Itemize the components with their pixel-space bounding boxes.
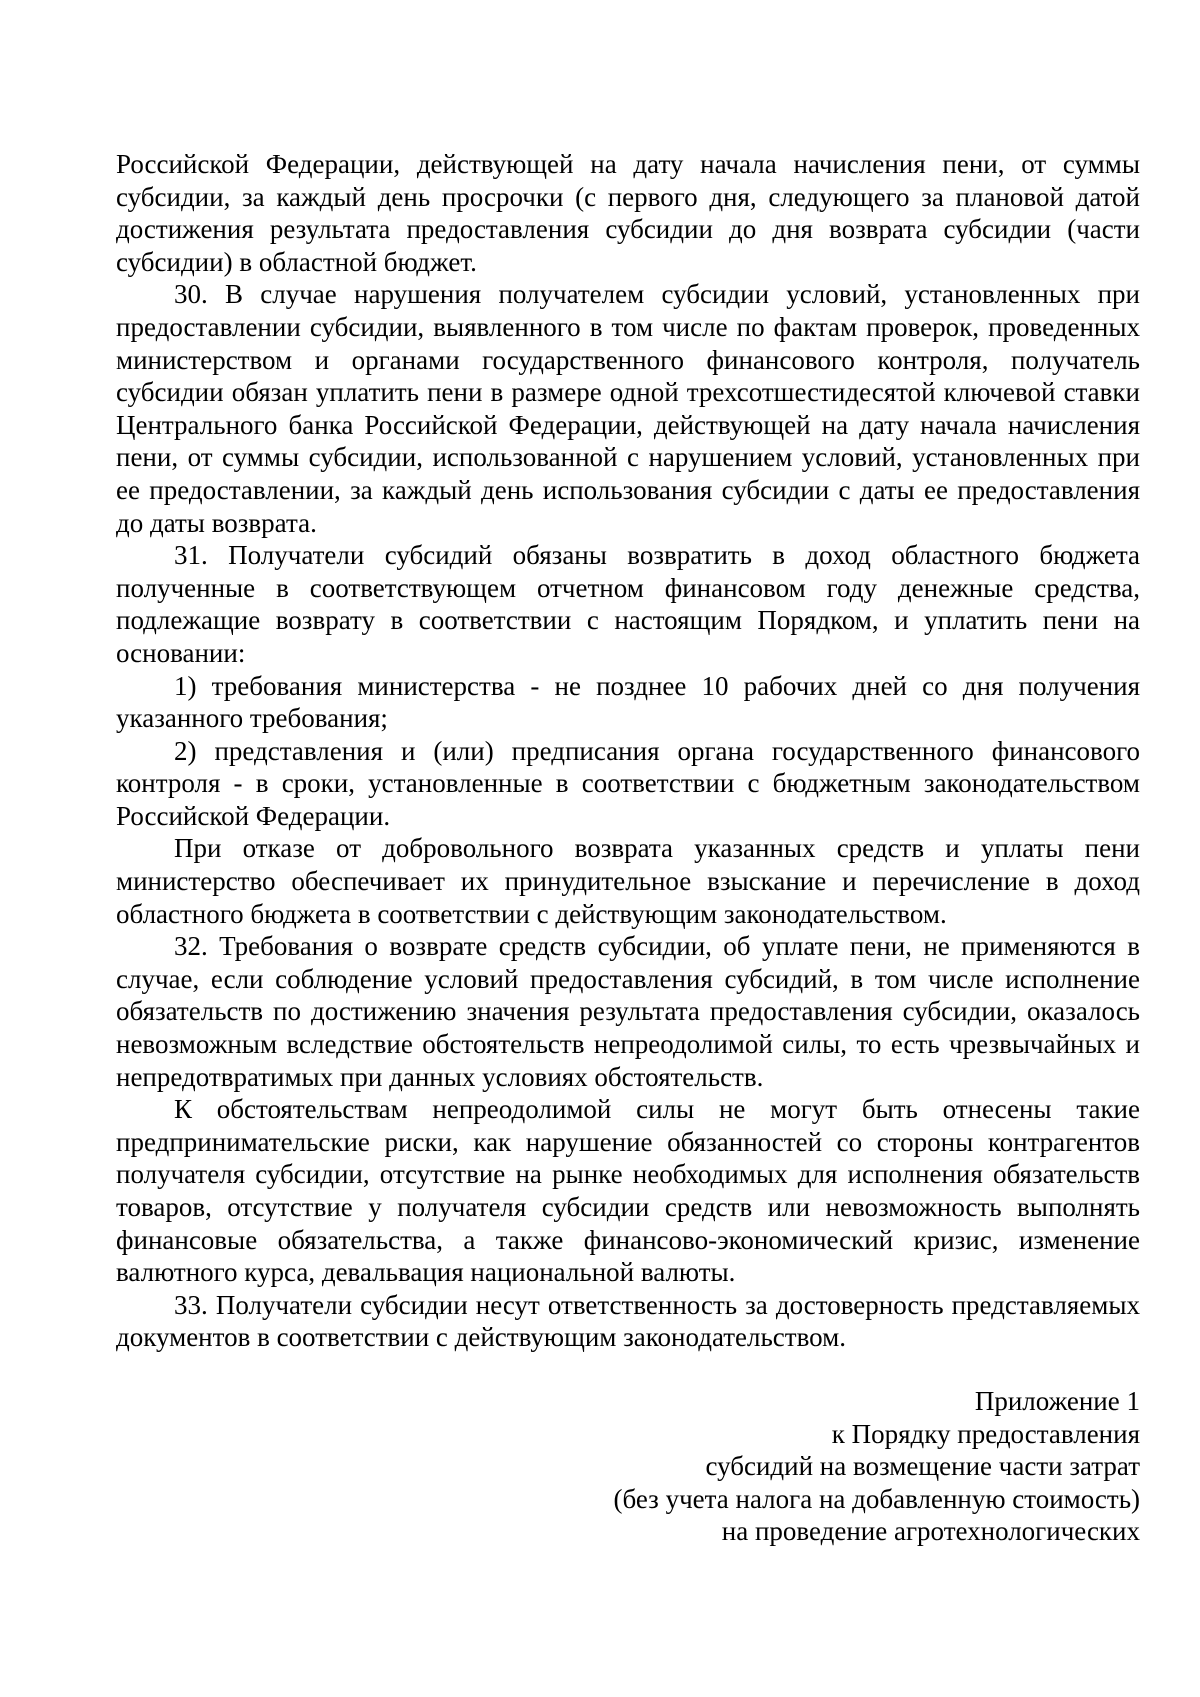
paragraph-refusal: При отказе от добровольного возврата указанных средств и уплаты пени министерство обеспечивает их принудительное взыскание и перечисление в доход областного бюджета в соответствии с действующим законодательством. [116,833,1140,929]
paragraph-item-31: 31. Получатели субсидий обязаны возвратить в доход областного бюджета полученные в соответствующем отчетном финансовом году денежные средства, подлежащие возврату в соответствии с настоящим Порядком, и уплатить пени на основании: [116,540,1140,668]
paragraph-item-32: 32. Требования о возврате средств субсидии, об уплате пени, не применяются в случае, если соблюдение условий предоставления субсидий, в том числе исполнение обязательств по достижению значения результата предоставления субсидии, оказалось невозможным вследствие обстоятельств непреодолимой силы, то есть чрезвычайных и непредотвратимых при данных условиях обстоятельств. [116,931,1140,1092]
appendix-heading [440,1385,1140,1548]
appendix-line-2: к Порядку предоставления [831,1418,1140,1449]
paragraph-subitem-2: 2) представления и (или) предписания органа государственного финансового контроля - в сроки, установленные в соответствии с бюджетным законодательством Российской Федерации. [116,735,1140,831]
paragraph-continuation: Российской Федерации, действующей на дату начала начисления пени, от суммы субсидии, за каждый день просрочки (с первого дня, следующего за плановой датой достижения результата предоставления субсидии до дня возврата субсидии (части субсидии) в областной бюджет. [116,149,1140,277]
paragraph-force-majeure: К обстоятельствам непреодолимой силы не могут быть отнесены такие предпринимательские риски, как нарушение обязанностей со стороны контрагентов получателя субсидии, отсутствие на рынке необходимых для исполнения обязательств товаров, отсутствие у получателя субсидии средств или невозможность выполнять финансовые обязательства, а также финансово-экономический кризис, изменение валютного курса, девальвация национальной валюты. [116,1094,1140,1288]
appendix-line-4: (без учета налога на добавленную стоимость) [613,1483,1140,1514]
paragraph-subitem-1: 1) требования министерства - не позднее 10 рабочих дней со дня получения указанного требования; [116,670,1140,734]
document-body [116,148,1140,1354]
appendix-line-5: на проведение агротехнологических [721,1516,1140,1547]
appendix-line-title: Приложение 1 [974,1386,1140,1416]
appendix-line-3: субсидий на возмещение части затрат [705,1451,1140,1482]
paragraph-item-30: 30. В случае нарушения получателем субсидии условий, установленных при предоставлении субсидии, выявленного в том числе по фактам проверок, проведенных министерством и органами государственного финансового контроля, получатель субсидии обязан уплатить пени в размере одной трехсотшестидесятой ключевой ставки Центрального банка Российской Федерации, действующей на дату начала начисления пени, от суммы субсидии, использованной с нарушением условий, установленных при ее предоставлении, за каждый день использования субсидии с даты ее предоставления до даты возврата. [116,279,1140,538]
paragraph-item-33: 33. Получатели субсидии несут ответственность за достоверность представляемых документов в соответствии с действующим законодательством. [116,1289,1140,1353]
